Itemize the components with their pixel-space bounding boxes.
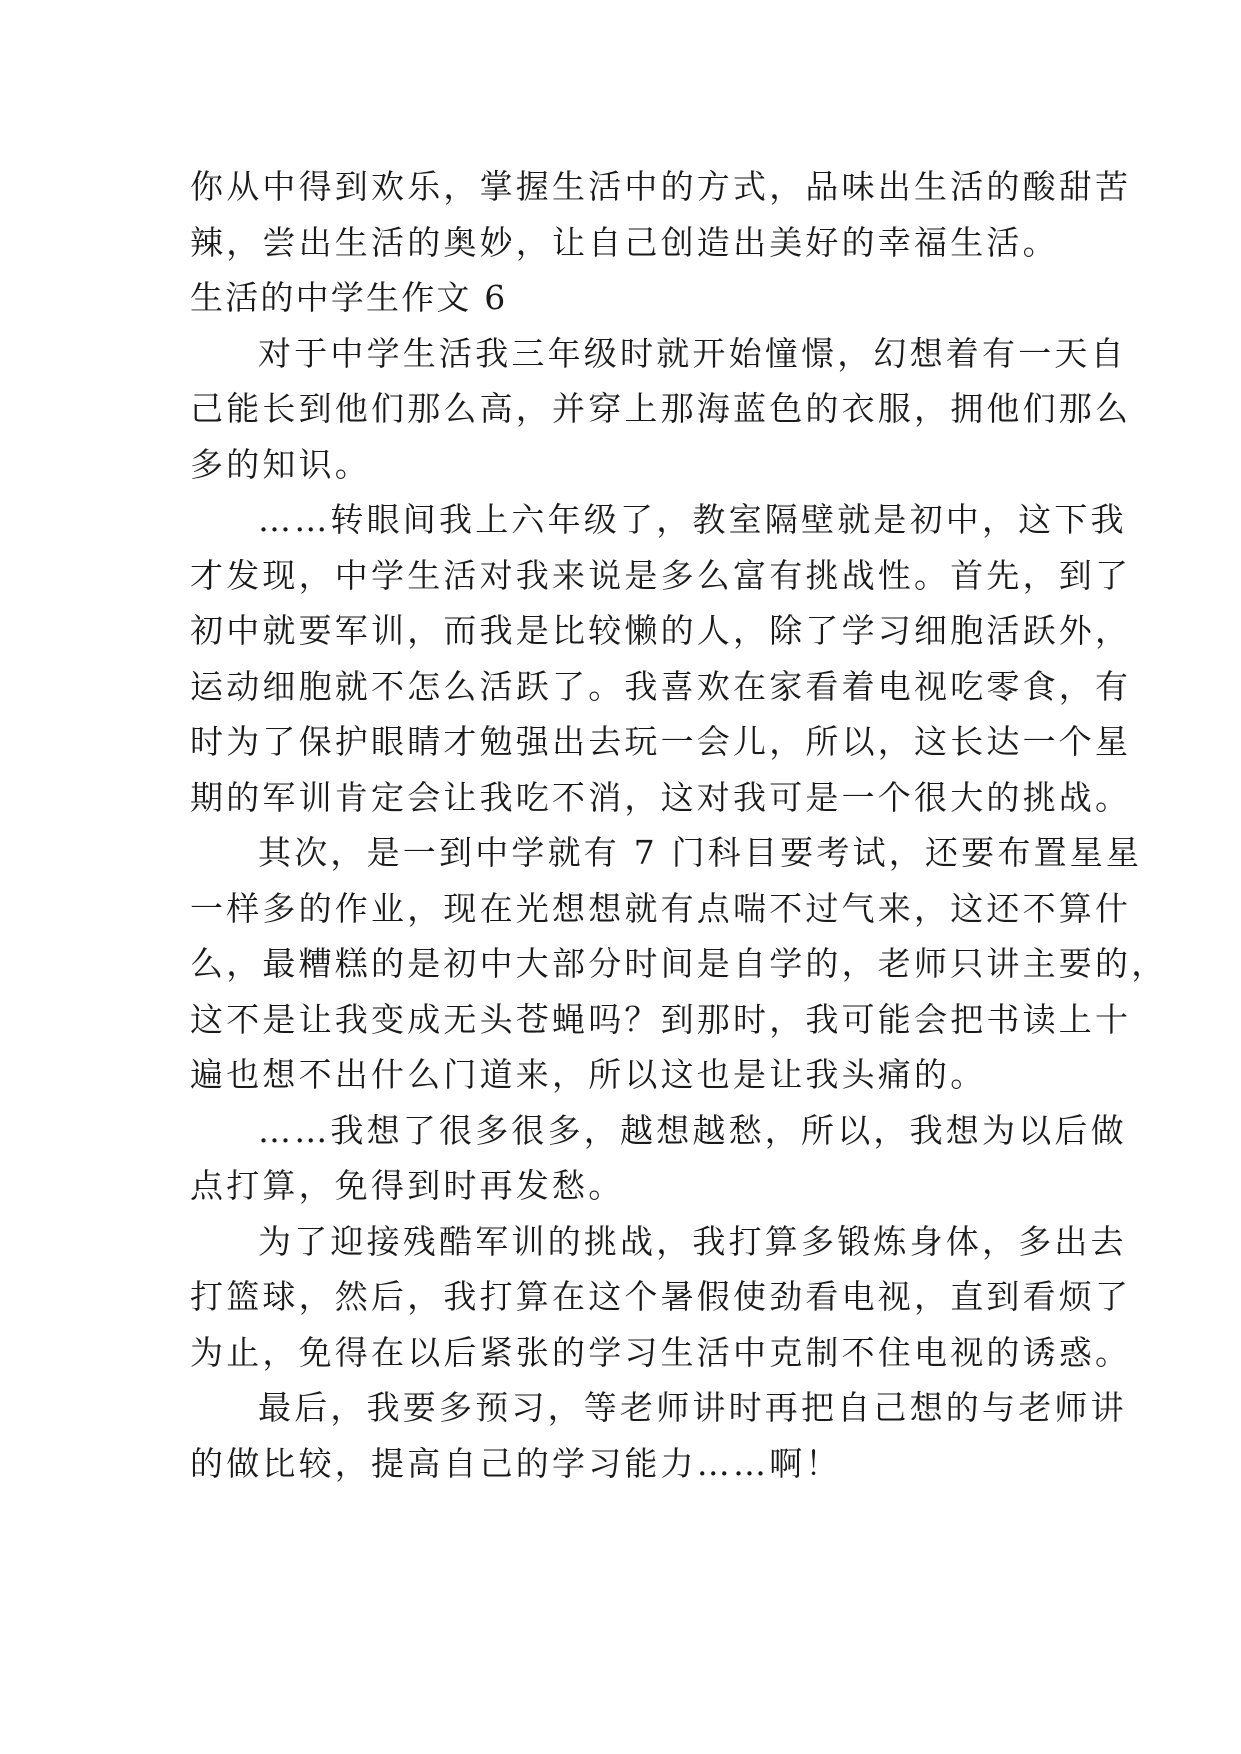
text-line: 为了迎接残酷军训的挑战，我打算多锻炼身体，多出去 (258, 1221, 1127, 1261)
text-line: 初中就要军训，而我是比较懒的人，除了学习细胞活跃外， (190, 611, 1132, 650)
text-line: ……我想了很多很多，越想越愁，所以，我想为以后做 (258, 1110, 1127, 1150)
text-line: 为止，免得在以后紧张的学习生活中克制不住电视的诱惑。 (190, 1332, 1132, 1372)
text-line: 么，最糟糕的是初中大部分时间是自学的，老师只讲主要的， (190, 944, 1168, 983)
text-line: 才发现，中学生活对我来说是多么富有挑战性。首先，到了 (190, 555, 1132, 595)
text-line: 打篮球，然后，我打算在这个暑假使劲看电视，直到看烦了 (190, 1277, 1132, 1316)
text-line: 遍也想不出什么门道来，所以这也是让我头痛的。 (190, 1055, 987, 1094)
text-line: 这不是让我变成无头苍蝇吗？到那时，我可能会把书读上十 (190, 999, 1132, 1039)
text-line: 一样多的作业，现在光想想就有点喘不过气来，这还不算什 (190, 888, 1132, 928)
text-line: 运动细胞就不怎么活跃了。我喜欢在家看着电视吃零食，有 (190, 666, 1132, 706)
text-line: 时为了保护眼睛才勉强出去玩一会儿，所以，这长达一个星 (190, 722, 1132, 761)
section-title: 生活的中学生作文 6 (190, 278, 508, 317)
text-line: 对于中学生活我三年级时就开始憧憬，幻想着有一天自 (258, 333, 1127, 373)
text-line: 辣，尝出生活的奥妙，让自己创造出美好的幸福生活。 (190, 222, 1059, 262)
text-line: 期的军训肯定会让我吃不消，这对我可是一个很大的挑战。 (190, 777, 1132, 817)
text-line: 点打算，免得到时再发愁。 (190, 1166, 625, 1205)
text-line: 多的知识。 (190, 444, 371, 484)
text-line: 最后，我要多预习，等老师讲时再把自己想的与老师讲 (258, 1388, 1127, 1427)
text-line: 的做比较，提高自己的学习能力……啊！ (190, 1443, 842, 1483)
text-line: ……转眼间我上六年级了，教室隔壁就是初中，这下我 (258, 500, 1127, 539)
text-line: 己能长到他们那么高，并穿上那海蓝色的衣服，拥他们那么 (190, 389, 1132, 428)
text-line: 其次，是一到中学就有 7 门科目要考试，还要布置星星 (258, 833, 1143, 872)
document-body (190, 159, 1168, 1491)
text-line: 你从中得到欢乐，掌握生活中的方式，品味出生活的酸甜苦 (190, 167, 1132, 206)
